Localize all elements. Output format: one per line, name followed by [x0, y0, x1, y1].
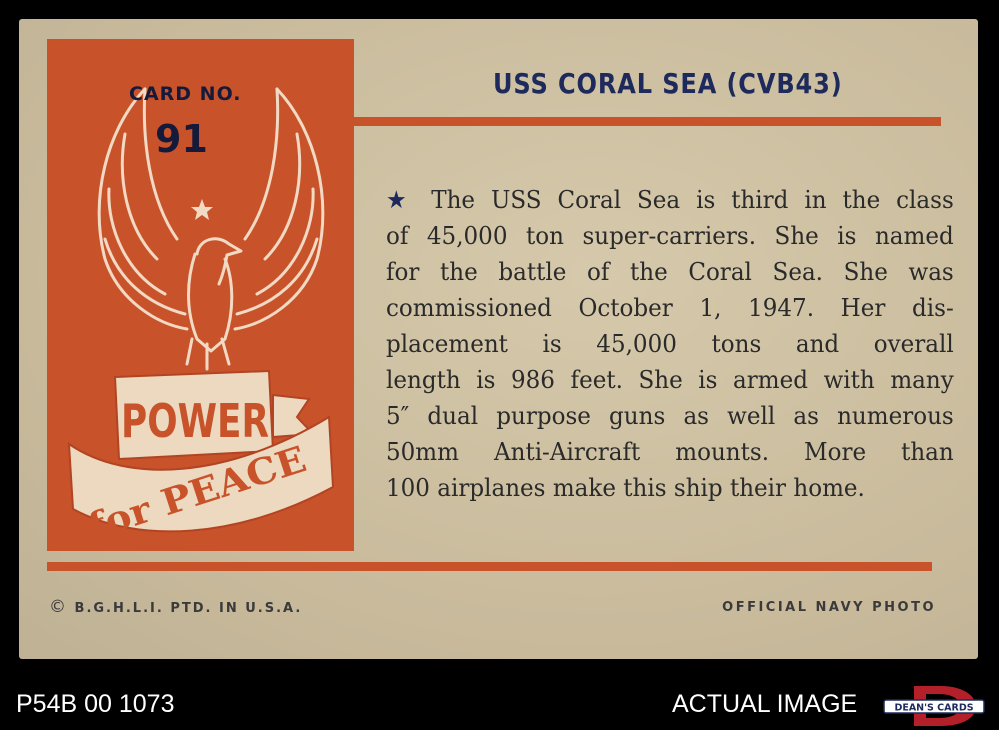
- star-icon: ★: [386, 185, 416, 214]
- description-line-2: of 45,000 ton super-carriers. She is named: [386, 221, 954, 250]
- deans-cards-logo-icon: [880, 684, 988, 728]
- card-description: [386, 182, 954, 506]
- banner-top-text: POWER: [121, 394, 269, 448]
- bottom-divider: [47, 562, 932, 571]
- emblem-panel: [47, 39, 354, 551]
- description-line-5: placement is 45,000 tons and overall: [386, 329, 954, 358]
- description-line-1: ★ The USS Coral Sea is third in the class: [386, 185, 954, 214]
- description-line-4: commissioned October 1, 1947. Her dis-: [386, 293, 954, 322]
- photo-credit: OFFICIAL NAVY PHOTO: [722, 600, 936, 615]
- listing-id: P54B 00 1073: [16, 690, 175, 718]
- description-line-7: 5″ dual purpose guns as well as numerous: [386, 401, 954, 430]
- description-line-3: for the battle of the Coral Sea. She was: [386, 257, 954, 286]
- banner-bottom-text: for PEACE: [83, 443, 296, 549]
- eagle-emblem-icon: [47, 39, 354, 551]
- card-number-label: CARD NO.: [129, 83, 242, 105]
- copyright-notice: © B.G.H.L.I. PTD. IN U.S.A.: [49, 597, 303, 617]
- card-title: USS CORAL SEA (CVB43): [493, 67, 843, 100]
- card-number: 91: [155, 117, 208, 161]
- description-line-8: 50mm Anti-Aircraft mounts. More than: [386, 437, 954, 466]
- description-line-6: length is 986 feet. She is armed with many: [386, 365, 954, 394]
- description-line-9: 100 airplanes make this ship their home.: [386, 473, 865, 502]
- svg-text:DEAN'S CARDS: DEAN'S CARDS: [894, 702, 974, 714]
- copyright-icon: ©: [49, 597, 68, 617]
- trading-card-back: [19, 19, 978, 659]
- actual-image-label: ACTUAL IMAGE: [672, 690, 858, 718]
- title-divider: [354, 117, 941, 126]
